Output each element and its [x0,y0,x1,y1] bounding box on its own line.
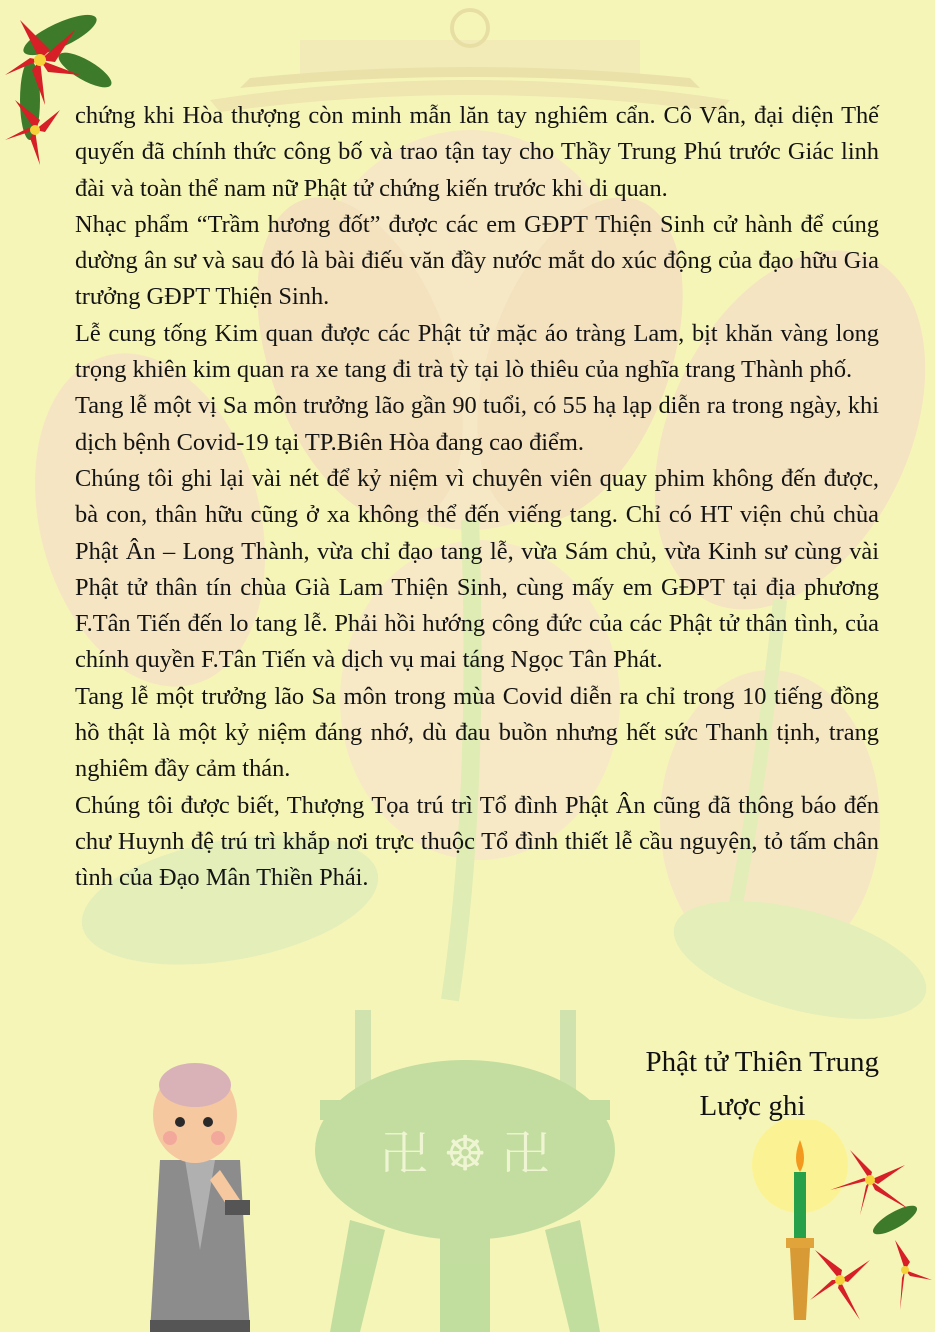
paragraph: Nhạc phẩm “Trầm hương đốt” được các em GĐPT Thiện Sinh cử hành để cúng dường ân sư và sau đó là bài điếu văn đầy nước mắt do xúc động của đạo hữu Gia trưởng GĐPT Thiện Sinh. [75,210,879,311]
monk-illustration [140,1050,260,1332]
paragraph: Tang lễ một trưởng lão Sa môn trong mùa Covid diễn ra chỉ trong 10 tiếng đồng hồ thật là một kỷ niệm đáng nhớ, dù đau buồn nhưng hết sức Thanh tịnh, trang nghiêm đầy cảm thán. [75,682,879,783]
paragraph: Lễ cung tống Kim quan được các Phật tử mặc áo tràng Lam, bịt khăn vàng long trọng khiên kim quan ra xe tang đi trà tỳ tại lò thiêu của nghĩa trang Thành phố. [75,319,879,384]
paragraph: chứng khi Hòa thượng còn minh mẫn lăn tay nghiêm cẩn. Cô Vân, đại diện Thế quyến đã chính thức công bố và trao tận tay cho Thầy Trung Phú trước Giác linh đài và toàn thể nam nữ Phật tử chứng kiến trước khi di quan. [75,102,879,202]
paragraph: Chúng tôi ghi lại vài nét để kỷ niệm vì chuyên viên quay phim không đến được, bà con, thân hữu cũng ở xa không thể đến viếng tang. Chỉ có HT viện chủ chùa Phật Ân – Long Thành, vừa chỉ đạo tang lễ, vừa Sám chủ, vừa Kinh sư cùng vài Phật tử thân tín chùa Già Lam Thiện Sinh, cùng mấy em GĐPT tại địa phương F.Tân Tiến đến lo tang lễ. Phải hồi hướng công đức của các Phật tử thân tình, của chính quyền F.Tân Tiến và dịch vụ mai táng Ngọc Tân Phát. [75,464,879,674]
paragraph: Chúng tôi được biết, Thượng Tọa trú trì Tổ đình Phật Ân cũng đã thông báo đến chư Huynh đệ trú trì khắp nơi trực thuộc Tổ đình thiết lễ cầu nguyện, tỏ tấm chân tình của Đạo Mân Thiền Phái. [75,791,879,892]
incense-burner-watermark [315,1010,615,1332]
temple-roof-watermark [210,10,730,112]
paragraph: Tang lễ một vị Sa môn trưởng lão gần 90 tuổi, có 55 hạ lạp diễn ra trong ngày, khi dịch bệnh Covid-19 tại TP.Biên Hòa đang cao điểm. [75,392,879,456]
article-body [75,98,879,897]
signature-author: Phật tử Thiên Trung [645,1046,879,1078]
signature-note: Lược ghi [699,1090,806,1122]
svg-text:卍 ☸ 卍: 卍 ☸ 卍 [380,1126,550,1182]
candle-poinsettia-decoration [720,1120,935,1332]
signature-block [645,1040,879,1128]
